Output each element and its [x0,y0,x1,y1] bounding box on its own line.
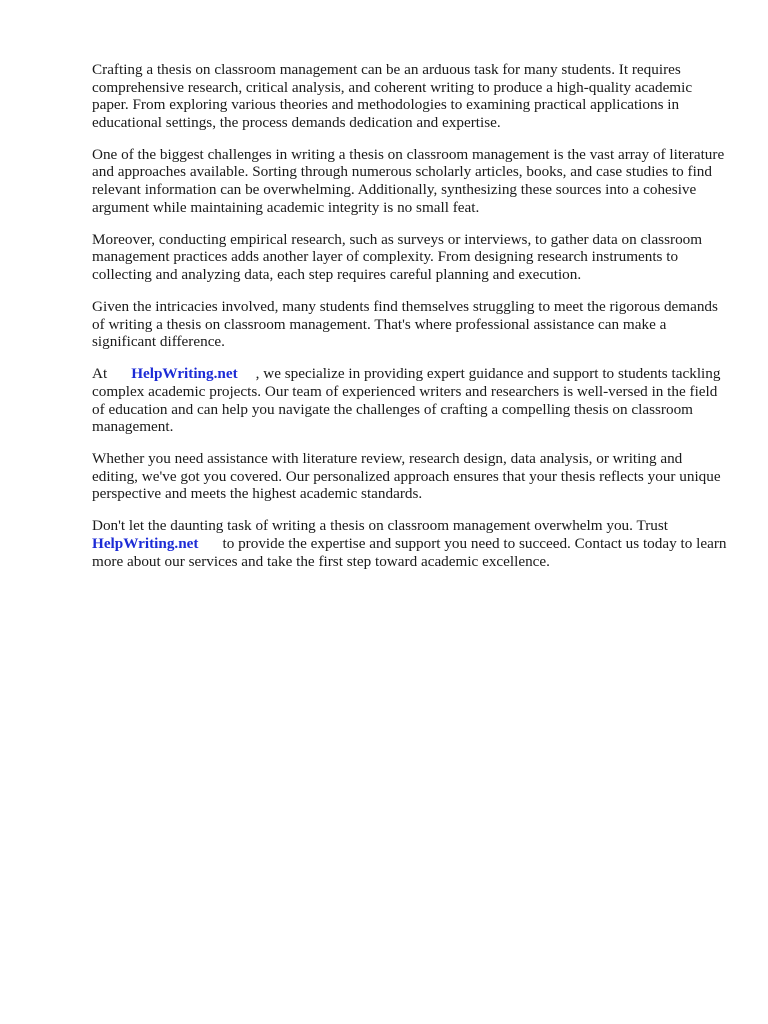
helpwriting-link[interactable]: HelpWriting.net [131,365,238,383]
paragraph-closing-suffix: to provide the expertise and support you need to succeed. Contact us today to learn more about our services and take the first step toward academic excellence. [92,535,727,570]
paragraph-intricacies: Given the intricacies involved, many students find themselves struggling to meet the rigorous demands of writing a thesis on classroom management. That's where professional assistance can make a significant difference. [92,298,718,351]
paragraph-service-prefix: At [92,365,108,383]
paragraph-assistance: Whether you need assistance with literature review, research design, data analysis, or writing and editing, we've got you covered. Our personalized approach ensures that your thesis reflects your unique perspective and meets the highest academic standards. [92,450,721,503]
document-body [92,61,732,585]
helpwriting-link-closing[interactable]: HelpWriting.net [92,535,199,553]
paragraph-challenges: One of the biggest challenges in writing a thesis on classroom management is the vast array of literature and approaches available. Sorting through numerous scholarly articles, books, and case studies to find relevant information can be overwhelming. Additionally, synthesizing these sources into a cohesive argument while maintaining academic integrity is no small feat. [92,145,725,216]
paragraph-empirical-research: Moreover, conducting empirical research, such as surveys or interviews, to gather data on classroom management practices adds another layer of complexity. From designing research instruments to collecting and analyzing data, each step requires careful planning and execution. [92,230,703,283]
paragraph-service-suffix: , we specialize in providing expert guidance and support to students tackling complex academic projects. Our team of experienced writers and researchers is well-versed in the field of education and can help you navigate the challenges of crafting a compelling thesis on classroom management. [92,365,721,436]
paragraph-closing-prefix: Don't let the daunting task of writing a thesis on classroom management overwhelm you. Trust [92,517,668,535]
paragraph-intro: Crafting a thesis on classroom management can be an arduous task for many students. It requires comprehensive research, critical analysis, and coherent writing to produce a high-quality academic paper. From exploring various theories and methodologies to examining practical applications in educational settings, the process demands dedication and expertise. [92,61,693,131]
paragraph-service [92,365,732,435]
paragraph-closing [92,517,732,570]
